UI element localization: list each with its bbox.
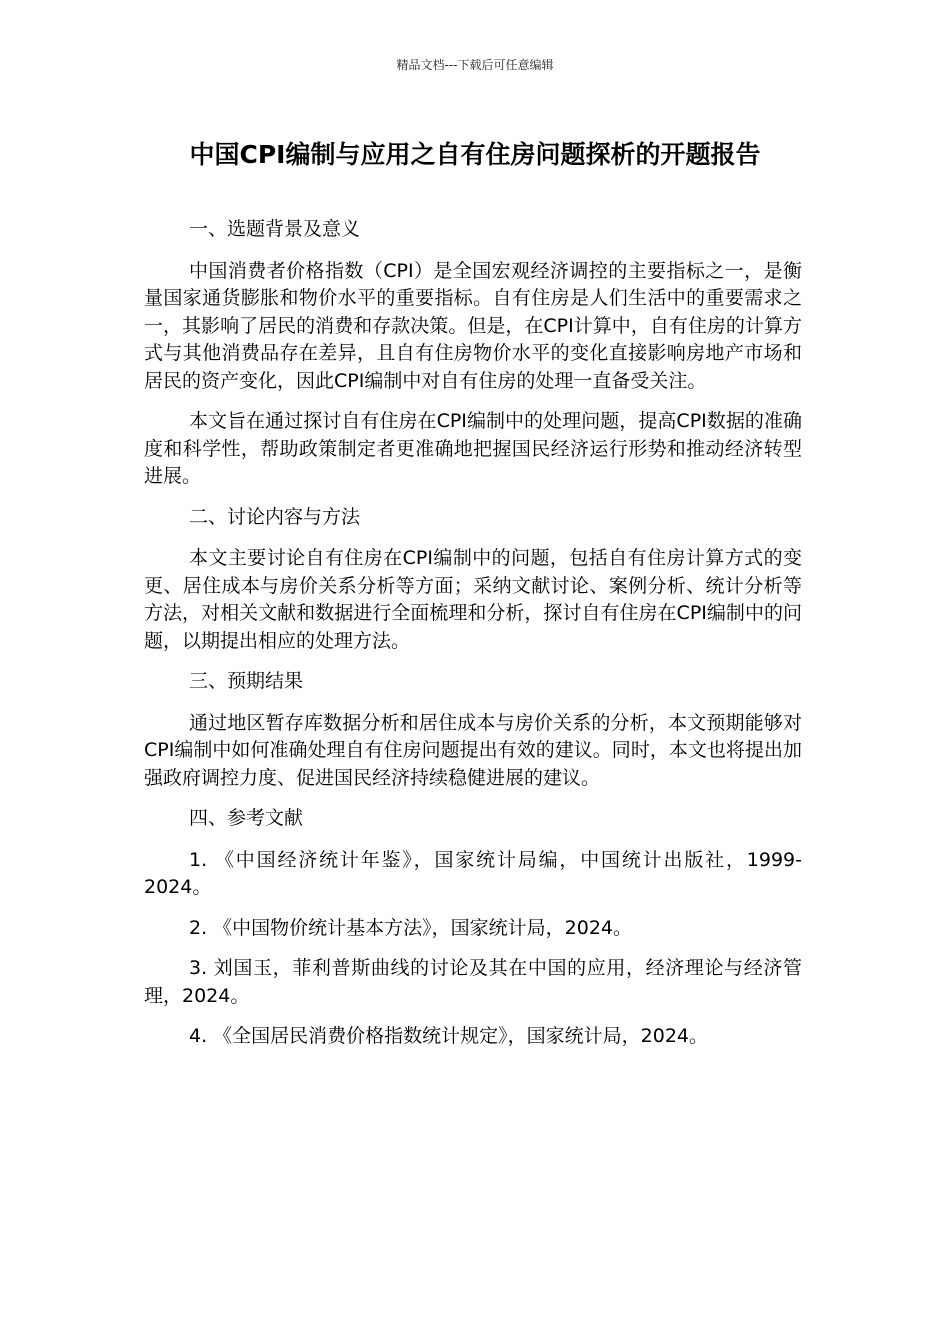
document-body (144, 216, 802, 1064)
reference-item-3: 3. 刘国玉，菲利普斯曲线的讨论及其在中国的应用，经济理论与经济管理，2024。 (144, 957, 802, 1007)
paragraph-methods: 本文主要讨论自有住房在CPI编制中的问题，包括自有住房计算方式的变更、居住成本与房价关系分析等方面；采纳文献讨论、案例分析、统计分析等方法，对相关文献和数据进行全面梳理和分析，探讨自有住房在CPI编制中的问题，以期提出相应的处理方法。 (144, 547, 802, 652)
reference-item-2: 2. 《中国物价统计基本方法》，国家统计局，2024。 (189, 916, 633, 939)
page-header-watermark: 精品文档---下载后可任意编辑 (396, 58, 554, 72)
paragraph-expected-results: 通过地区暂存库数据分析和居住成本与房价关系的分析，本文预期能够对CPI编制中如何准确处理自有住房问题提出有效的建议。同时，本文也将提出加强政府调控力度、促进国民经济持续稳健进展的建议。 (144, 711, 802, 789)
paragraph-background-1: 中国消费者价格指数（CPI）是全国宏观经济调控的主要指标之一，是衡量国家通货膨胀和物价水平的重要指标。自有住房是人们生活中的重要需求之一，其影响了居民的消费和存款决策。但是，在CPI计算中，自有住房的计算方式与其他消费品存在差异，且自有住房物价水平的变化直接影响房地产市场和居民的资产变化，因此CPI编制中对自有住房的处理一直备受关注。 (144, 259, 802, 392)
reference-item-4: 4. 《全国居民消费价格指数统计规定》，国家统计局，2024。 (189, 1025, 709, 1047)
document-title: 中国CPI编制与应用之自有住房问题探析的开题报告 (189, 140, 761, 169)
paragraph-background-2: 本文旨在通过探讨自有住房在CPI编制中的处理问题，提高CPI数据的准确度和科学性，帮助政策制定者更准确地把握国民经济运行形势和推动经济转型进展。 (144, 410, 802, 487)
section-heading-methods: 二、讨论内容与方法 (189, 505, 361, 528)
section-heading-expected-results: 三、预期结果 (189, 670, 304, 692)
section-heading-background: 一、选题背景及意义 (189, 218, 361, 240)
reference-item-1: 1. 《中国经济统计年鉴》，国家统计局编，中国统计出版社，1999-2024。 (144, 848, 802, 898)
section-heading-references: 四、参考文献 (189, 807, 304, 829)
